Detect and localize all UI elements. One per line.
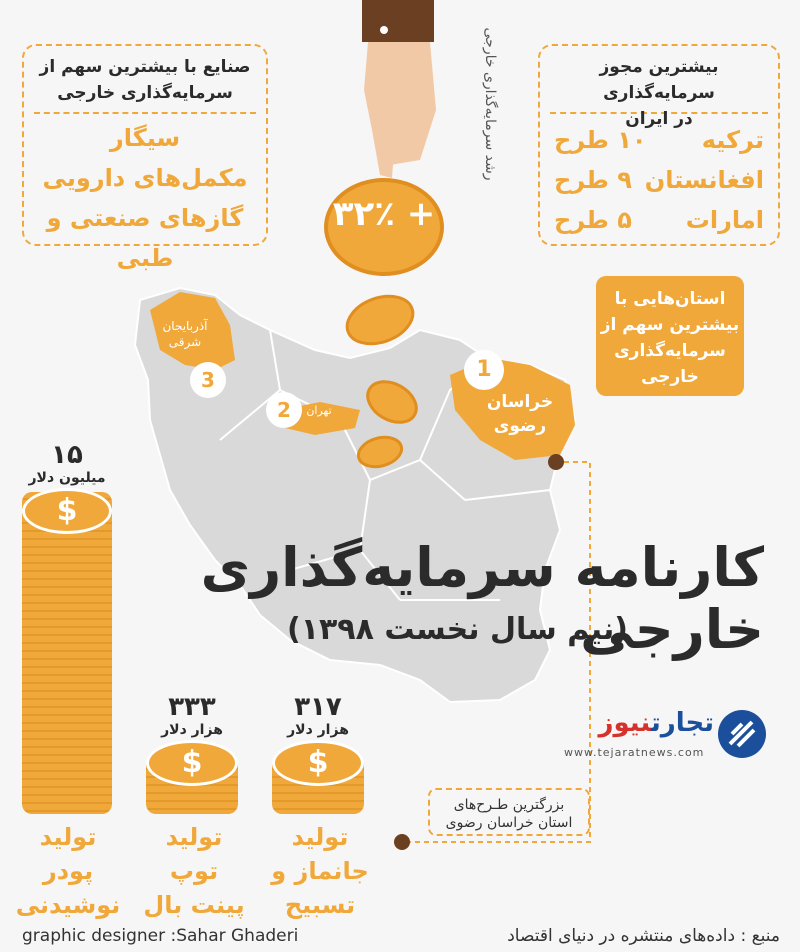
country-count: ۵ طرح (554, 206, 632, 234)
country-count: ۱۰ طرح (554, 126, 647, 154)
product-label: تولید توپ پینت بال (143, 823, 245, 919)
industries-box (22, 44, 268, 272)
country-name: افغانستان (644, 166, 764, 194)
designer-credit: graphic designer :Sahar Ghaderi (22, 926, 299, 946)
growth-rotated-label: رشد سرمایه‌گذاری خارجی (482, 27, 498, 181)
project-value: ۱۵ میلیون دلار (28, 440, 106, 486)
country-row (554, 200, 764, 240)
industries-heading: صنایع با بیشترین سهم از سرمایه‌گذاری خارجی (34, 46, 256, 114)
country-row (554, 120, 764, 160)
country-name: ترکیه (701, 126, 764, 154)
coin-top: $ (22, 488, 112, 534)
industry-item: گازهای صنعتی و طبی (46, 204, 244, 272)
product-label: تولید جانماز و تسبیح (271, 823, 369, 919)
industry-item: سیگار (109, 124, 181, 152)
province-rank-badge: 3 (190, 362, 226, 398)
country-count: ۹ طرح (554, 166, 632, 194)
coin-top: $ (272, 740, 364, 786)
industry-item: مکمل‌های دارویی (42, 164, 248, 192)
page-title: کارنامه سرمایه‌گذاری (200, 536, 764, 599)
source-credit: منبع : داده‌های منتشره در دنیای اقتصاد (507, 926, 780, 946)
provinces-box: استان‌هایی با بیشترین سهم از سرمایه‌گذاری خارجی (596, 276, 744, 396)
largest-projects-callout: بزرگترین طـرح‌های استان خراسان رضوی (428, 788, 590, 836)
province-name: خراسان رضوی (486, 392, 554, 436)
page-subtitle: (نیم سال نخست ۱۳۹۸) (286, 612, 628, 647)
logo-emblem-icon (718, 710, 766, 758)
page-title-line2: خارجی (580, 598, 764, 661)
hand-illustration (350, 0, 460, 200)
industries-list (24, 114, 266, 278)
country-row (554, 160, 764, 200)
logo (560, 704, 780, 770)
province-rank-badge: 2 (266, 392, 302, 428)
logo-name: تجارتنیوز (598, 708, 714, 738)
growth-value: + ۳۲٪ (332, 194, 436, 234)
logo-url: www.tejaratnews.com (564, 746, 705, 759)
licenses-box (538, 44, 780, 246)
country-name: امارات (685, 206, 764, 234)
project-value: ۳۱۷ هزار دلار (287, 692, 349, 738)
coin-top: $ (146, 740, 238, 786)
licenses-heading: بیشترین مجوز سرمایه‌گذاری در ایران (550, 46, 768, 114)
product-label: تولید پودر نوشیدنی (15, 823, 121, 919)
province-name: تهران (306, 404, 332, 417)
province-rank-badge: 1 (464, 350, 504, 390)
province-name: آذربایجان شرقی (162, 319, 208, 349)
project-value: ۳۳۳ هزار دلار (161, 692, 223, 738)
coin-stack-tall (22, 492, 112, 814)
